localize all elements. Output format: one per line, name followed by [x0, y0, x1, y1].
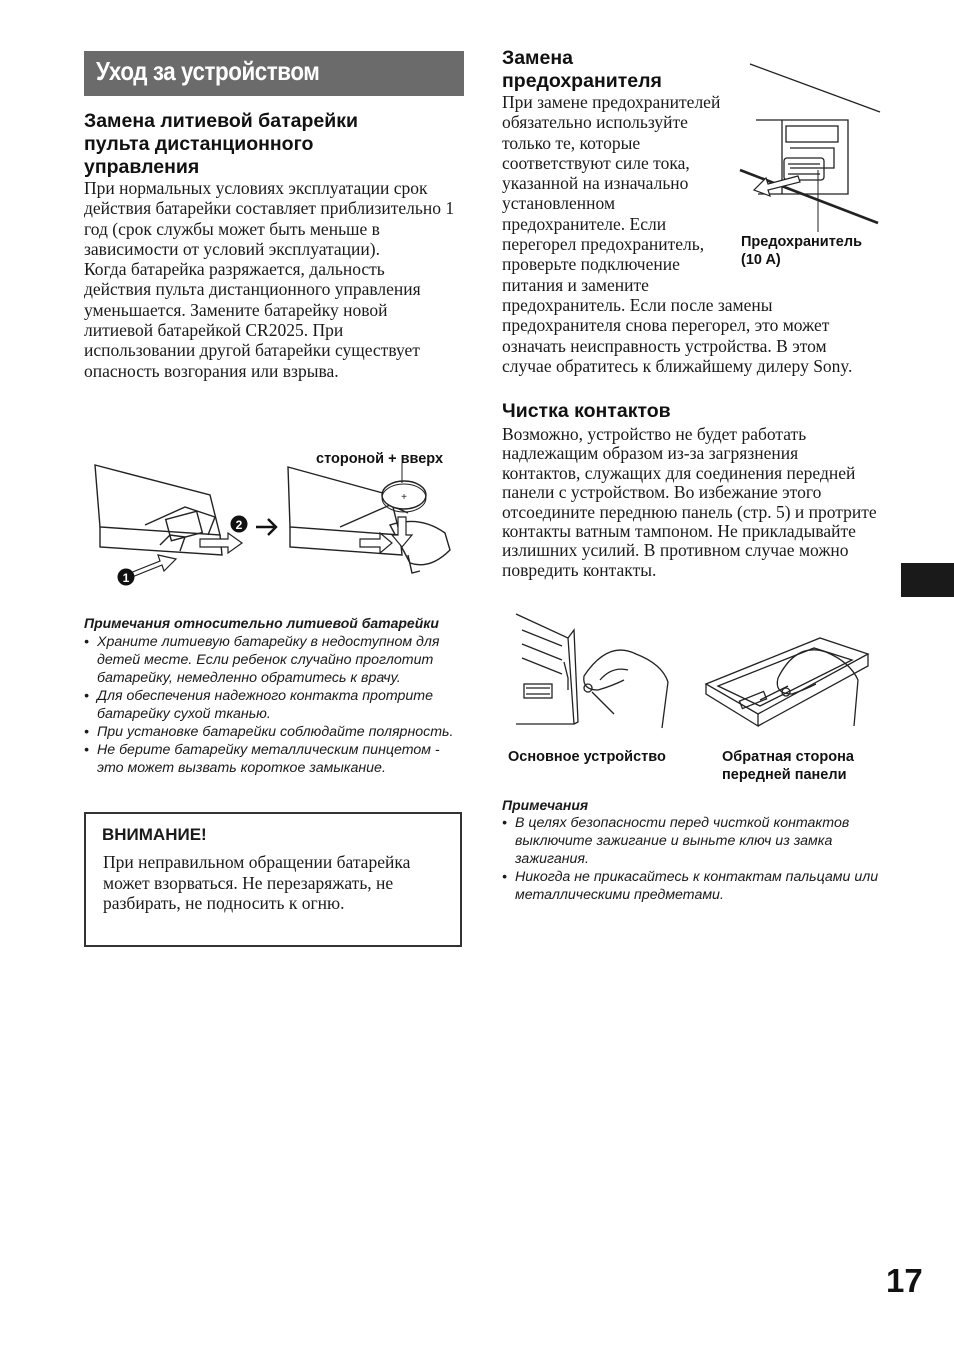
contacts-heading: Чистка контактов	[502, 400, 671, 422]
front-panel-cleaning-illustration	[700, 618, 880, 733]
fuse-paragraph: При замене предохранителей обязательно используйте только те, которые соответствуют силе тока, указанной на изначально установленном предохранителе. Если перегорел предохранитель, проверьте подключение питания и замените предохранитель. Если после замены предохранителя снова перегорел, это может означать неисправность устройства. В этом случае обратитесь к ближайшему дилеру Sony.	[502, 92, 853, 376]
step-1-number: 1	[122, 571, 130, 585]
insert-arrow-icon	[130, 555, 176, 577]
battery-figure-label: стороной + вверх	[316, 451, 444, 467]
section-title: Уход за устройством	[96, 56, 320, 86]
fuse-label	[741, 233, 862, 269]
fuse-heading: Замена предохранителя	[502, 47, 662, 92]
list-item: • Храните литиевую батарейку в недоступном для детей месте. Если ребенок случайно проглотит батарейку, немедленно обратитесь к врачу.	[84, 634, 440, 686]
fuse-illustration	[738, 58, 884, 234]
section-tab-marker	[901, 563, 954, 597]
list-item: • При установке батарейки соблюдайте полярность.	[84, 724, 454, 740]
contacts-notes-heading: Примечания	[502, 797, 589, 813]
battery-text	[84, 178, 456, 381]
caution-heading: ВНИМАНИЕ!	[102, 825, 207, 844]
section-title-bar	[84, 51, 464, 96]
caution-box	[84, 812, 462, 947]
battery-notes-heading: Примечания относительно литиевой батарейки	[84, 615, 439, 631]
battery-para-1: При нормальных условиях эксплуатации срок действия батарейки составляет приблизительно 1 год (срок службы может быть меньше в зависимости от условий эксплуатации).	[84, 178, 455, 259]
main-unit-contacts-icon	[524, 684, 552, 698]
battery-para-2: Когда батарейка разряжается, дальность действия пульта дистанционного управления уменьшается. Замените батарейку новой литиевой батарейкой CR2025. При использовании другой батарейки существует опасность возгорания или взрыва.	[84, 259, 421, 381]
caption-main-unit: Основное устройство	[508, 749, 666, 765]
page-number: 17	[886, 1262, 923, 1299]
list-item: • Для обеспечения надежного контакта протрите батарейку сухой тканью.	[84, 688, 433, 722]
next-arrow-icon	[256, 519, 276, 535]
step-2-number: 2	[235, 518, 243, 532]
coin-battery-icon	[382, 481, 426, 512]
fuse-label-line-2: (10 A)	[741, 252, 781, 268]
battery-heading: Замена литиевой батарейки пульта дистанционного управления	[84, 110, 358, 178]
battery-replacement-illustration	[90, 455, 465, 595]
caption-back-line-1: Обратная сторона	[722, 749, 854, 765]
main-unit-cleaning-illustration	[512, 610, 672, 735]
fuse-label-line-1: Предохранитель	[741, 234, 862, 250]
list-item: • Не берите батарейку металлическим пинцетом - это может вызвать короткое замыкание.	[84, 742, 440, 776]
caption-front-panel-back	[722, 748, 854, 784]
contacts-notes	[502, 796, 880, 904]
list-item: • Никогда не прикасайтесь к контактам пальцами или металлическими предметами.	[502, 869, 879, 903]
caption-back-line-2: передней панели	[722, 767, 847, 783]
battery-notes	[84, 614, 469, 777]
caution-text: При неправильном обращении батарейка может взорваться. Не перезаряжать, не разбирать, не подносить к огню.	[103, 852, 411, 913]
slide-in-arrow-icon	[360, 533, 392, 553]
contacts-text: Возможно, устройство не будет работать надлежащим образом из-за загрязнения контактов, служащих для соединения передней панели с устройством. Во избежание этого отсоедините переднюю панель (стр. 5) и протрите контакты ватным тампоном. Не прикладывайте излишних усилий. В противном случае можно повредить контакты.	[502, 424, 877, 580]
list-item: • В целях безопасности перед чисткой контактов выключите зажигание и выньте ключ из замка зажигания.	[502, 815, 850, 867]
svg-text:+: +	[401, 492, 407, 503]
